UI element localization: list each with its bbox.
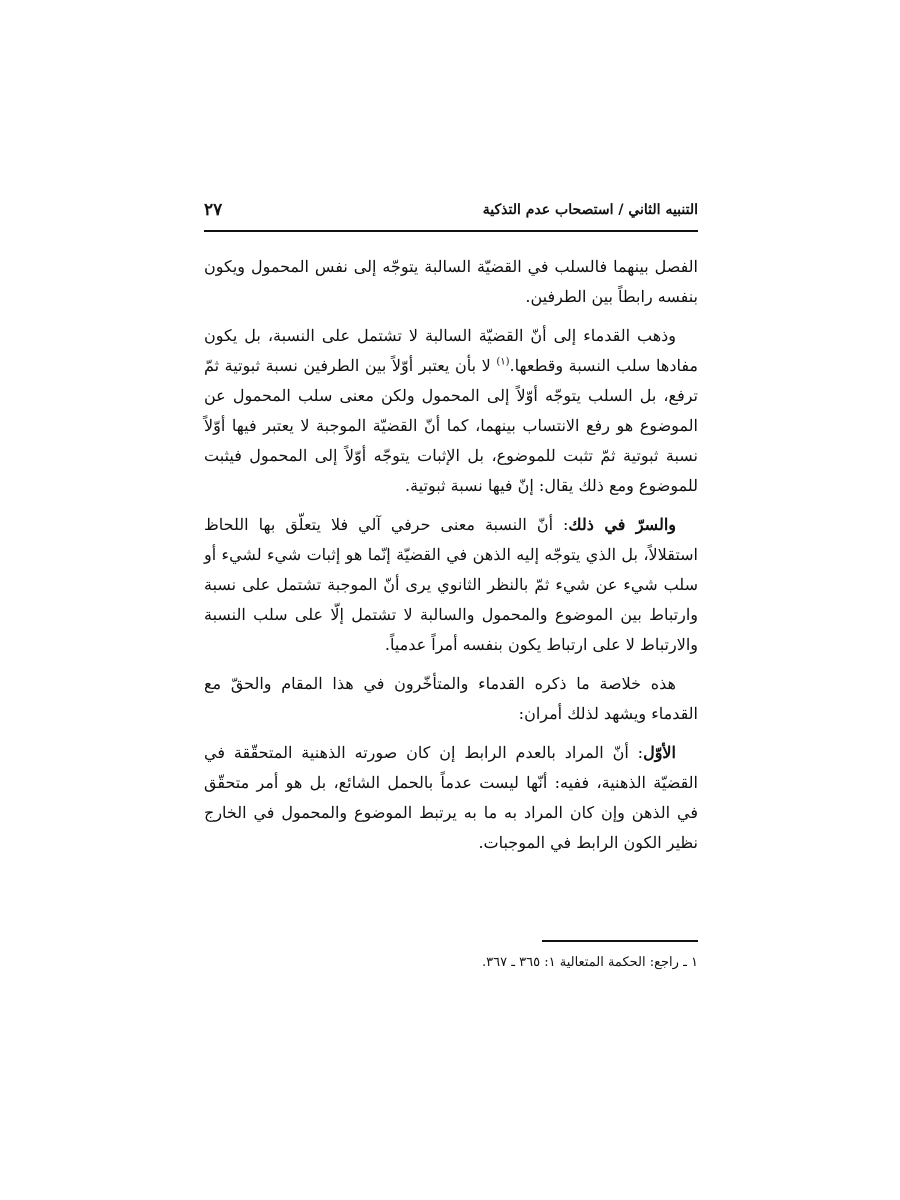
footnote: ١ ـ راجع: الحكمة المتعالية ١: ٣٦٥ ـ ٣٦٧. [481,955,698,970]
running-header-title: التنبيه الثاني / استصحاب عدم التذكية [482,202,698,218]
paragraph-2-rest: لا بأن يعتبر أوّلاً بين الطرفين نسبة ثبوتية ثمّ ترفع، بل السلب يتوجّه أوّلاً إلى المحمول ولكن معنى سلب المحمول عن الموضوع هو رفع الانتساب بينهما، كما أنّ القضيّة الموجبة لا يعتبر فيها أوّلاً نسبة ثبوتية ثمّ تثبت للموضوع، بل الإثبات يتوجّه أوّلاً إلى المحمول فيثبت للموضوع ومع ذلك يقال: إنّ فيها نسبة ثبوتية. [204,356,698,495]
paragraph-3 [204,510,698,660]
paragraph-5-lead: الأوّل [643,743,676,762]
footnote-reference: (١) [496,356,510,368]
paragraph-3-text: : أنّ النسبة معنى حرفي آلي فلا يتعلّق بها اللحاظ استقلالاً، بل الذي يتوجّه إليه الذهن في القضيّة إنّما هو إثبات شيء لشيء أو سلب شيء عن شيء ثمّ بالنظر الثانوي يرى أنّ الموجبة تشتمل على نسبة وارتباط بين الموضوع والمحمول والسالبة لا تشتمل إلّا على سلب النسبة والارتباط لا على ارتباط يكون بنفسه أمراً عدمياً. [204,515,698,654]
paragraph-3-lead: والسرّ في ذلك [568,515,676,534]
paragraph-2 [204,321,698,501]
paragraph-5-text: : أنّ المراد بالعدم الرابط إن كان صورته الذهنية المتحقّقة في القضيّة الذهنية، ففيه: أنّها ليست عدماً بالحمل الشائع، بل هو أمر متحقّق في الذهن وإن كان المراد به ما به يرتبط الموضوع والمحمول في الخارج نظير الكون الرابط في الموجبات. [204,743,698,852]
paragraph-2-text: وذهب القدماء إلى أنّ القضيّة السالبة لا تشتمل على النسبة، بل يكون مفادها سلب النسبة وقطعها. [204,326,698,375]
main-text [204,252,698,867]
page-number: ٢٧ [204,200,223,220]
paragraph-4: هذه خلاصة ما ذكره القدماء والمتأخّرون في هذا المقام والحقّ مع القدماء ويشهد لذلك أمران: [204,674,698,723]
footnote-separator [542,940,698,942]
paragraph-1: الفصل بينهما فالسلب في القضيّة السالبة يتوجّه إلى نفس المحمول ويكون بنفسه رابطاً بين الطرفين. [204,257,699,306]
running-header [204,200,698,232]
paragraph-5 [204,738,698,858]
